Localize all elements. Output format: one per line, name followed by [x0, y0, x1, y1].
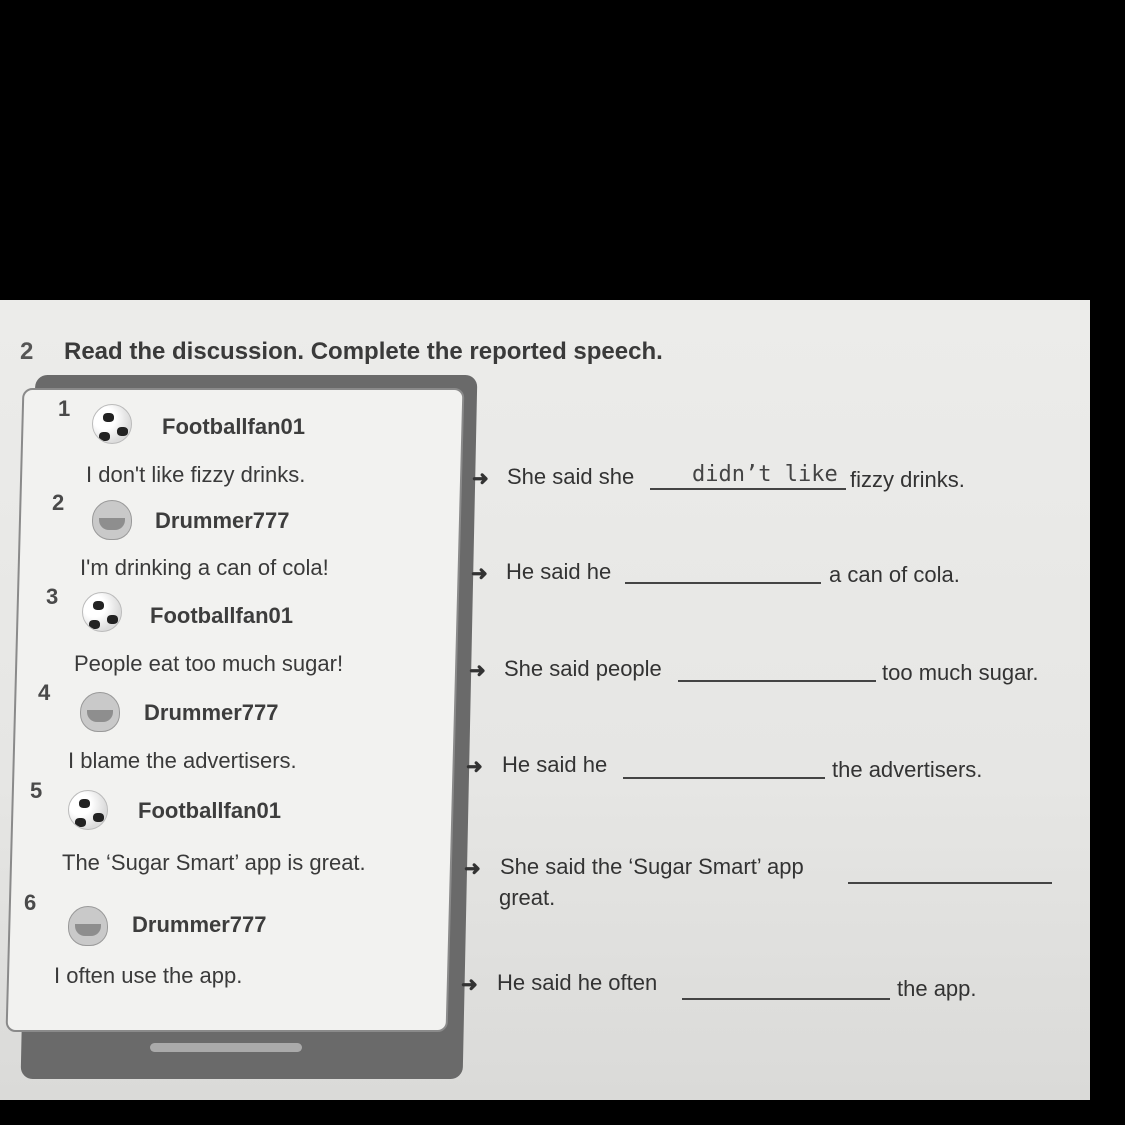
username: Footballfan01 [150, 603, 294, 628]
reported-sentence-start: He said he [502, 752, 608, 777]
exercise-instruction: Read the discussion. Complete the reported speech. [64, 338, 663, 365]
drum-icon [80, 692, 120, 732]
reported-sentence-start: She said the ‘Sugar Smart’ app [500, 854, 804, 879]
arrow-icon: ➜ [472, 468, 489, 490]
arrow-icon: ➜ [464, 858, 481, 880]
username: Footballfan01 [138, 798, 282, 823]
item-number: 3 [46, 584, 59, 609]
chat-message: I'm drinking a can of cola! [80, 555, 329, 580]
answer-blank[interactable] [682, 998, 890, 1000]
answer-blank[interactable] [848, 882, 1052, 884]
reported-sentence-end: great. [499, 885, 556, 910]
username: Drummer777 [132, 912, 267, 937]
reported-sentence-start: He said he often [497, 970, 658, 995]
exercise-number: 2 [20, 338, 34, 365]
item-number: 5 [30, 778, 43, 803]
reported-sentence-end: the advertisers. [832, 757, 983, 782]
football-icon [92, 404, 132, 444]
username: Footballfan01 [162, 414, 306, 439]
arrow-icon: ➜ [461, 974, 478, 996]
football-icon [82, 592, 122, 632]
reported-sentence-start: She said she [507, 464, 635, 489]
reported-sentence-end: the app. [897, 976, 977, 1001]
reported-sentence-end: a can of cola. [829, 562, 960, 587]
chat-message: I often use the app. [54, 963, 243, 988]
arrow-icon: ➜ [466, 756, 483, 778]
answer-blank[interactable] [678, 680, 876, 682]
drum-icon [92, 500, 132, 540]
arrow-icon: ➜ [471, 563, 488, 585]
football-icon [68, 790, 108, 830]
phone-home-bar [150, 1043, 302, 1052]
drum-icon [68, 906, 108, 946]
answer-blank[interactable] [623, 777, 825, 779]
username: Drummer777 [155, 508, 290, 533]
chat-message: I blame the advertisers. [68, 748, 297, 773]
item-number: 4 [38, 680, 51, 705]
handwritten-answer: didn’t like [692, 462, 838, 487]
username: Drummer777 [144, 700, 279, 725]
arrow-icon: ➜ [469, 660, 486, 682]
chat-message: People eat too much sugar! [74, 651, 344, 676]
chat-message: The ‘Sugar Smart’ app is great. [62, 850, 366, 875]
item-number: 1 [58, 396, 71, 421]
reported-sentence-end: too much sugar. [882, 660, 1039, 685]
answer-blank[interactable] [650, 488, 846, 490]
reported-sentence-end: fizzy drinks. [850, 467, 965, 492]
reported-sentence-start: She said people [504, 656, 662, 681]
item-number: 6 [24, 890, 37, 915]
answer-blank[interactable] [625, 582, 821, 584]
chat-message: I don't like fizzy drinks. [86, 462, 306, 487]
reported-sentence-start: He said he [506, 559, 612, 584]
item-number: 2 [52, 490, 65, 515]
